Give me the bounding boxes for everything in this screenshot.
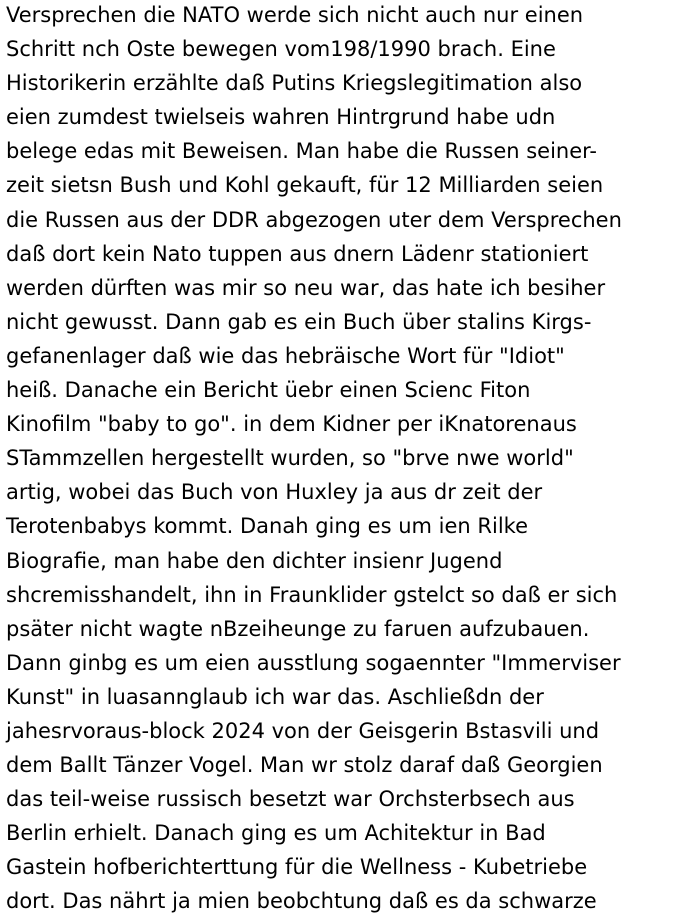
text-line: werden dürften was mir so neu war, das hate ich besiher [6, 275, 606, 300]
text-line: Dann ginbg es um eien ausstlung sogaennter "Immerviser [6, 650, 621, 675]
text-line: Biografie, man habe den dichter insienr Jugend [6, 548, 503, 573]
text-line: Kunst" in luasannglaub ich war das. Aschließdn der [6, 684, 544, 709]
text-line: das teil-weise russisch besetzt war Orchsterbsech aus [6, 787, 575, 812]
text-line: belege edas mit Beweisen. Man habe die Russen seiner- [6, 139, 598, 164]
text-line: heiß. Danache ein Bericht üebr einen Scienc Fiton [6, 378, 531, 403]
text-line: artig, wobei das Buch von Huxley ja aus dr zeit der [6, 480, 543, 505]
text-line: Historikerin erzählte daß Putins Kriegslegitimation also [6, 71, 583, 96]
text-line: zeit sietsn Bush und Kohl gekauft, für 12 Milliarden seien [6, 173, 604, 198]
text-line: STammzellen hergestellt wurden, so "brve nwe world" [6, 446, 574, 471]
document-body-text [6, 0, 682, 919]
text-line: dem Ballt Tänzer Vogel. Man wr stolz daraf daß Georgien [6, 753, 603, 778]
text-line: dort. Das nährt ja mien beobchtung daß es da schwarze [6, 889, 597, 914]
text-line: nicht gewusst. Dann gab es ein Buch über stalins Kirgs- [6, 309, 592, 334]
text-line: Versprechen die NATO werde sich nicht auch nur einen [6, 3, 584, 27]
text-line: Berlin erhielt. Danach ging es um Achitektur in Bad [6, 821, 546, 846]
text-line: Schritt nch Oste bewegen vom198/1990 brach. Eine [6, 37, 556, 62]
text-line: die Russen aus der DDR abgezogen uter dem Versprechen [6, 207, 622, 232]
text-line: jahesrvoraus-block 2024 von der Geisgerin Bstasvili und [6, 718, 600, 743]
text-line: Terotenbabys kommt. Danah ging es um ien Rilke [6, 514, 528, 539]
text-line: Kinofilm "baby to go". in dem Kidner per iKnatorenaus [6, 412, 577, 437]
text-line: daß dort kein Nato tuppen aus dnern Lädenr stationiert [6, 241, 589, 266]
text-line: Gastein hofberichterttung für die Wellness - Kubetriebe [6, 855, 588, 880]
text-line: gefanenlager daß wie das hebräische Wort für "Idiot" [6, 343, 565, 368]
text-line: eien zumdest twielseis wahren Hintrgrund habe udn [6, 105, 556, 130]
text-line: shcremisshandelt, ihn in Fraunklider gstelct so daß er sich [6, 582, 618, 607]
text-line: psäter nicht wagte nBzeiheunge zu faruen aufzubauen. [6, 616, 590, 641]
